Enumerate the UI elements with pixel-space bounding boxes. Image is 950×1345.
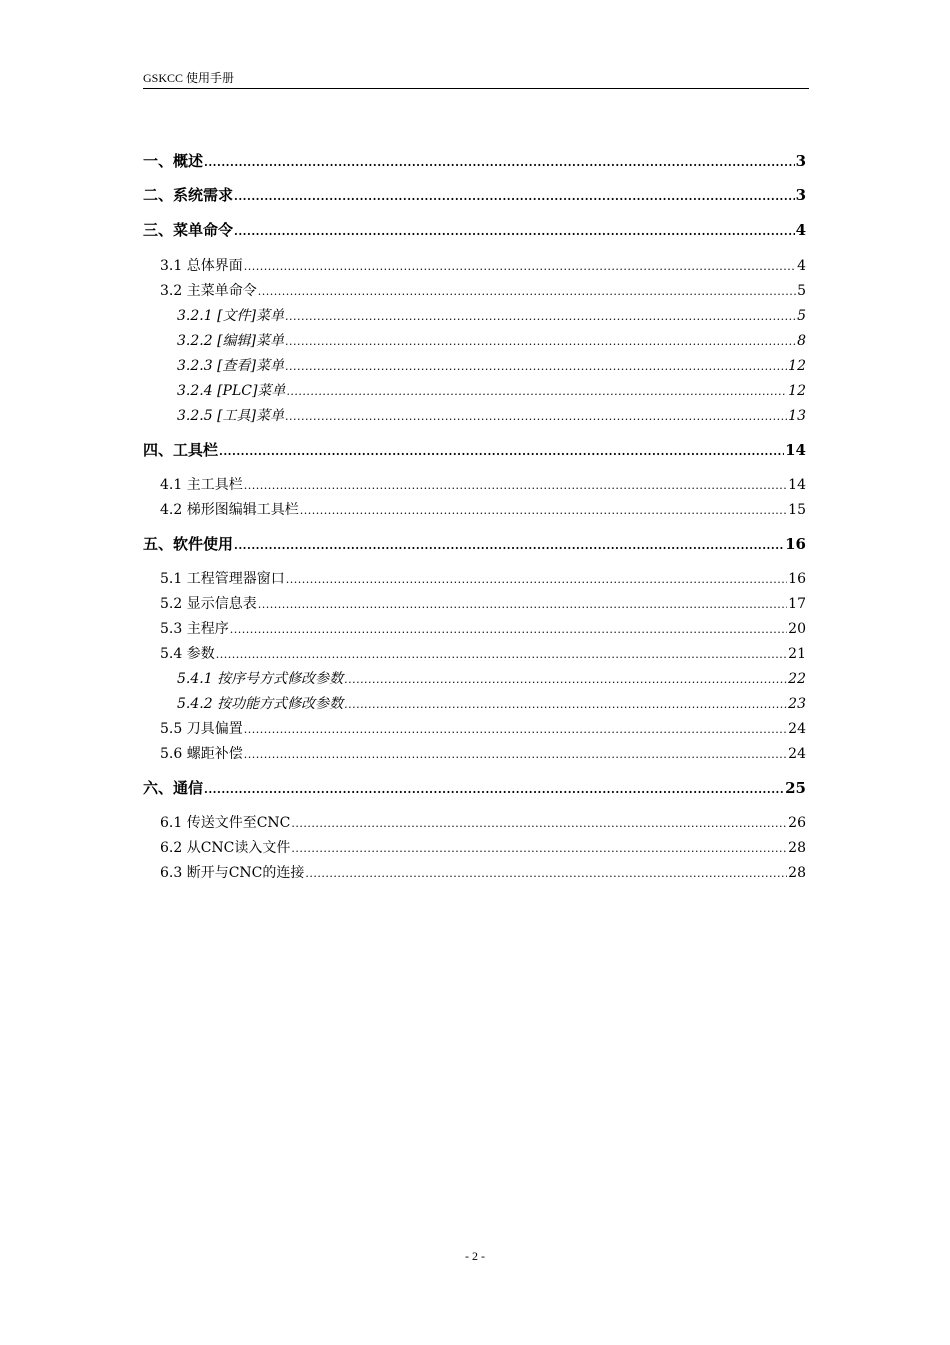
toc-entry-title: 5.4 参数: [160, 646, 215, 662]
toc-entry-title: 5.3 主程序: [160, 621, 229, 637]
toc-leader-dots: [344, 696, 787, 712]
toc-entry[interactable]: [143, 405, 806, 425]
page-number: - 2 -: [465, 1249, 485, 1263]
toc-entry-page: 24: [788, 746, 806, 762]
toc-leader-dots: [234, 221, 795, 239]
toc-entry-title: 3.2.2 [编辑]菜单: [177, 333, 284, 349]
toc-entry-page: 25: [785, 779, 806, 797]
toc-entry[interactable]: [143, 499, 806, 519]
toc-leader-dots: [285, 308, 796, 324]
toc-leader-dots: [286, 383, 787, 399]
toc-entry-page: 28: [788, 840, 806, 856]
toc-entry-page: 28: [788, 865, 806, 881]
toc-entry-page: 12: [788, 383, 806, 399]
toc-entry[interactable]: [143, 862, 806, 882]
toc-entry[interactable]: [143, 743, 806, 763]
toc-entry-page: 20: [788, 621, 806, 637]
toc-entry[interactable]: [143, 355, 806, 375]
toc-entry-page: 16: [785, 535, 806, 553]
toc-entry[interactable]: [143, 618, 806, 638]
toc-entry-title: 六、通信: [143, 779, 204, 797]
toc-leader-dots: [285, 408, 787, 424]
toc-entry-title: 5.2 显示信息表: [160, 596, 257, 612]
toc-entry-title: 3.1 总体界面: [160, 258, 243, 274]
toc-entry[interactable]: [143, 593, 806, 613]
toc-entry-page: 8: [797, 333, 806, 349]
toc-entry-page: 14: [788, 477, 806, 493]
toc-entry[interactable]: [143, 668, 806, 688]
toc-entry[interactable]: [143, 305, 806, 325]
toc-leader-dots: [305, 865, 787, 881]
toc-entry-title: 6.3 断开与CNC的连接: [160, 865, 305, 881]
toc-leader-dots: [300, 502, 787, 518]
toc-entry-title: 4.2 梯形图编辑工具栏: [160, 502, 299, 518]
toc-leader-dots: [244, 477, 787, 493]
toc-entry-title: 3.2.4 [PLC]菜单: [177, 383, 286, 399]
toc-leader-dots: [285, 333, 796, 349]
toc-entry-page: 3: [795, 186, 806, 204]
toc-entry-title: 4.1 主工具栏: [160, 477, 243, 493]
toc-leader-dots: [285, 358, 787, 374]
toc-entry[interactable]: [143, 330, 806, 350]
toc-leader-dots: [291, 840, 787, 856]
toc-entry-title: 3.2.3 [查看]菜单: [177, 358, 284, 374]
toc-entry[interactable]: [143, 777, 806, 798]
toc-entry[interactable]: [143, 280, 806, 300]
toc-entry-page: 4: [795, 221, 806, 239]
toc-leader-dots: [258, 283, 796, 299]
toc-entry-title: 3.2.5 [工具]菜单: [177, 408, 284, 424]
toc-entry[interactable]: [143, 184, 806, 205]
toc-entry-title: 二、系统需求: [143, 186, 234, 204]
toc-entry-title: 一、概述: [143, 152, 204, 170]
toc-entry-page: 12: [788, 358, 806, 374]
toc-entry-title: 四、工具栏: [143, 441, 219, 459]
toc-entry-page: 3: [795, 152, 806, 170]
toc-entry-page: 16: [788, 571, 806, 587]
toc-entry-page: 22: [788, 671, 806, 687]
toc-entry[interactable]: [143, 718, 806, 738]
toc-entry-page: 21: [788, 646, 806, 662]
toc-leader-dots: [244, 258, 796, 274]
toc-entry-page: 5: [797, 283, 806, 299]
toc-leader-dots: [234, 535, 784, 553]
toc-entry[interactable]: [143, 150, 806, 171]
toc-entry[interactable]: [143, 643, 806, 663]
toc-entry-title: 5.1 工程管理器窗口: [160, 571, 285, 587]
toc-leader-dots: [204, 779, 784, 797]
toc-entry-title: 5.4.2 按功能方式修改参数: [177, 696, 344, 712]
toc-entry[interactable]: [143, 533, 806, 554]
toc-entry-title: 3.2 主菜单命令: [160, 283, 257, 299]
toc-leader-dots: [219, 441, 784, 459]
toc-leader-dots: [258, 596, 787, 612]
toc-entry-title: 5.4.1 按序号方式修改参数: [177, 671, 344, 687]
toc-entry-page: 5: [797, 308, 806, 324]
toc-leader-dots: [204, 152, 795, 170]
toc-entry-title: 三、菜单命令: [143, 221, 234, 239]
toc-leader-dots: [244, 721, 787, 737]
toc-leader-dots: [234, 186, 795, 204]
toc-entry-page: 15: [788, 502, 806, 518]
document-title: GSKCC 使用手册: [143, 71, 235, 85]
toc-entry[interactable]: [143, 255, 806, 275]
toc-leader-dots: [244, 746, 787, 762]
toc-entry[interactable]: [143, 474, 806, 494]
toc-entry[interactable]: [143, 439, 806, 460]
toc-entry[interactable]: [143, 693, 806, 713]
toc-entry-page: 17: [788, 596, 806, 612]
toc-entry[interactable]: [143, 837, 806, 857]
toc-entry-page: 26: [788, 815, 806, 831]
toc-entry-title: 6.1 传送文件至CNC: [160, 815, 291, 831]
toc-entry[interactable]: [143, 568, 806, 588]
toc-entry-page: 24: [788, 721, 806, 737]
toc-entry[interactable]: [143, 380, 806, 400]
toc-entry-page: 23: [788, 696, 806, 712]
toc-entry-title: 3.2.1 [文件]菜单: [177, 308, 284, 324]
toc-leader-dots: [291, 815, 787, 831]
toc-entry[interactable]: [143, 219, 806, 240]
toc-leader-dots: [230, 621, 787, 637]
toc-entry-title: 6.2 从CNC读入文件: [160, 840, 291, 856]
toc-entry-title: 五、软件使用: [143, 535, 234, 553]
toc-leader-dots: [286, 571, 787, 587]
toc-entry-title: 5.5 刀具偏置: [160, 721, 243, 737]
toc-entry-page: 14: [785, 441, 806, 459]
toc-entry-title: 5.6 螺距补偿: [160, 746, 243, 762]
toc-leader-dots: [216, 646, 787, 662]
toc-entry-page: 13: [788, 408, 806, 424]
toc-leader-dots: [344, 671, 787, 687]
toc-entry-page: 4: [797, 258, 806, 274]
toc-entry[interactable]: [143, 812, 806, 832]
page-header: [143, 66, 809, 89]
